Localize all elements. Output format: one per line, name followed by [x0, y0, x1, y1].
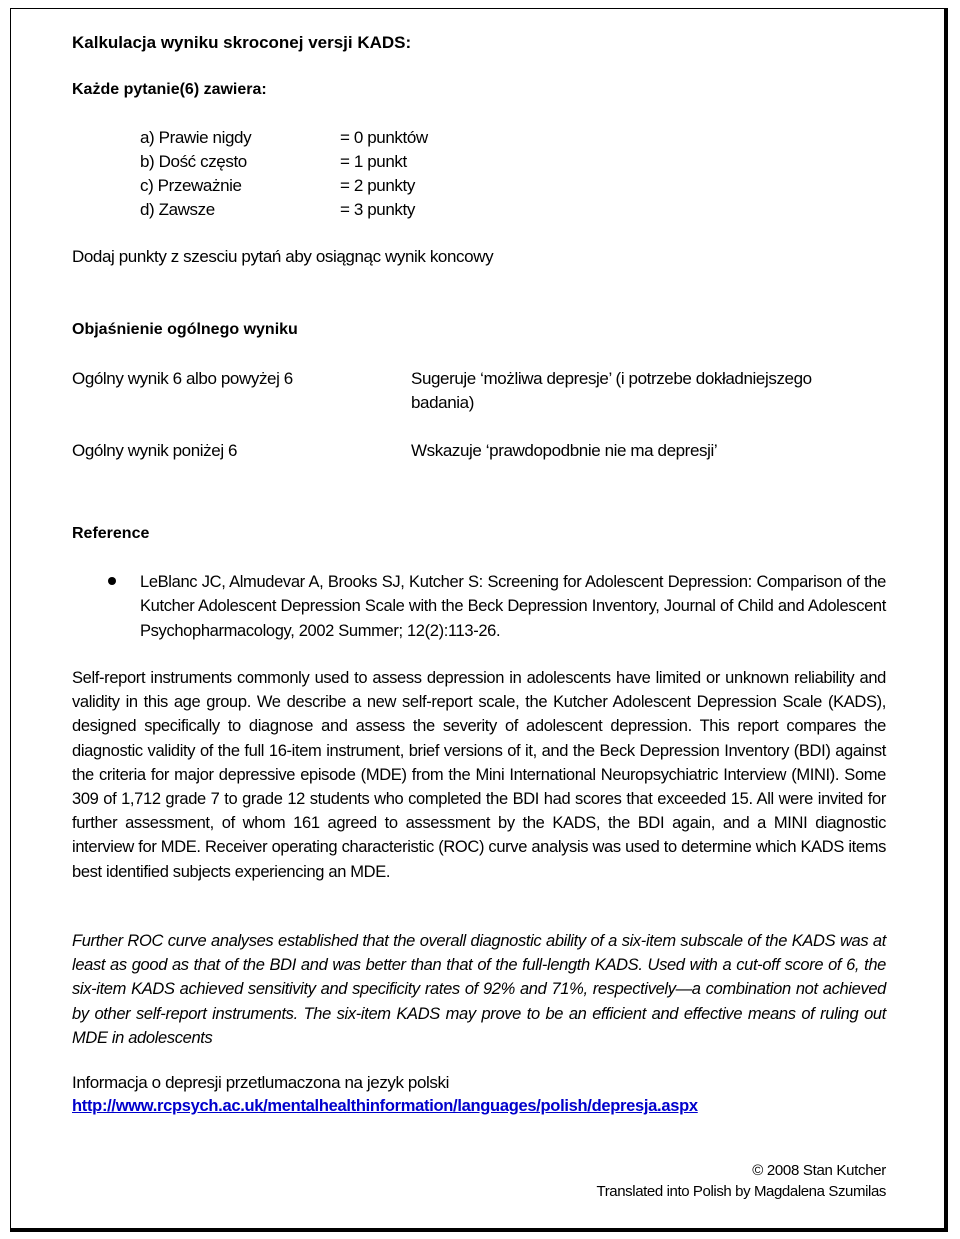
abstract-italic-paragraph: Further ROC curve analyses established that the overall diagnostic ability of a six-item subscale of the KADS was at least as good as that of the BDI and was better than that of the full-length KADS. Used with a cut-off score of 6, the six-item KADS achieved sensitivity and specificity rates of 92% and 71%, respectively—a combination not achieved by other self-report instruments. The six-item KADS may prove to be an efficient and effective means of ruling out MDE in adolescents	[72, 932, 886, 1047]
reference-heading: Reference	[72, 525, 150, 542]
interpretation-meaning-low: Wskazuje ‘prawdopodbnie nie ma depresji’	[411, 441, 718, 460]
polish-info-link[interactable]: http://www.rcpsych.ac.uk/mentalhealthinformation/languages/polish/depresja.aspx	[72, 1097, 698, 1115]
interpretation-meaning-high-line2: badania)	[411, 393, 474, 412]
sum-instruction: Dodaj punkty z szesciu pytań aby osiągnąc wynik koncowy	[72, 247, 494, 266]
interpretation-score-high: Ogólny wynik 6 albo powyżej 6	[72, 369, 293, 388]
interpretation-heading: Objaśnienie ogólnego wyniku	[72, 321, 298, 338]
page-title: Kalkulacja wyniku skroconej versji KADS:	[72, 33, 412, 52]
reference-citation: LeBlanc JC, Almudevar A, Brooks SJ, Kutcher S: Screening for Adolescent Depression: Comparison of the Kutcher Adolescent Depression Scale with the Beck Depression Inventory, Journal of Child and Adolescent Psychopharmacology, 2002 Summer; 12(2):113-26.	[140, 573, 886, 640]
interpretation-meaning-high-line1: Sugeruje ‘możliwa depresje’ (i potrzebe dokładniejszego	[411, 369, 812, 388]
interpretation-score-low: Ogólny wynik poniżej 6	[72, 441, 238, 460]
translator-line: Translated into Polish by Magdalena Szumilas	[596, 1183, 886, 1200]
scoring-points-c: = 2 punkty	[340, 176, 415, 195]
abstract-paragraph: Self-report instruments commonly used to assess depression in adolescents have limited or unknown reliability and validity in this age group. We describe a new self-report scale, the Kutcher Adolescent Depression Scale (KADS), designed specifically to diagnose and assess the severity of adolescent depression. This report compares the diagnostic validity of the full 16-item instrument, brief versions of it, and the Beck Depression Inventory (BDI) against the criteria for major depressive episode (MDE) from the Mini International Neuropsychiatric Interview (MINI). Some 309 of 1,712 grade 7 to grade 12 students who completed the BDI had scores that exceeded 15. All were invited for further assessment, of whom 161 agreed to assessment by the KADS, the BDI again, and a MINI diagnostic interview for MDE. Receiver operating characteristic (ROC) curve analysis was used to determine which KADS items best identified subjects experiencing an MDE.	[72, 669, 886, 881]
scoring-answer-d: d) Zawsze	[140, 200, 215, 219]
bullet-icon	[108, 577, 116, 585]
scoring-points-a: = 0 punktów	[340, 128, 428, 147]
scoring-answer-c: c) Przeważnie	[140, 176, 242, 195]
scoring-points-b: = 1 punkt	[340, 152, 407, 171]
copyright-line: © 2008 Stan Kutcher	[752, 1162, 886, 1179]
polish-info-text: Informacja o depresji przetlumaczona na jezyk polski	[72, 1073, 449, 1092]
scoring-answer-a: a) Prawie nigdy	[140, 128, 252, 147]
each-question-heading: Każde pytanie(6) zawiera:	[72, 81, 267, 98]
scoring-points-d: = 3 punkty	[340, 200, 415, 219]
scoring-answer-b: b) Dość często	[140, 152, 247, 171]
